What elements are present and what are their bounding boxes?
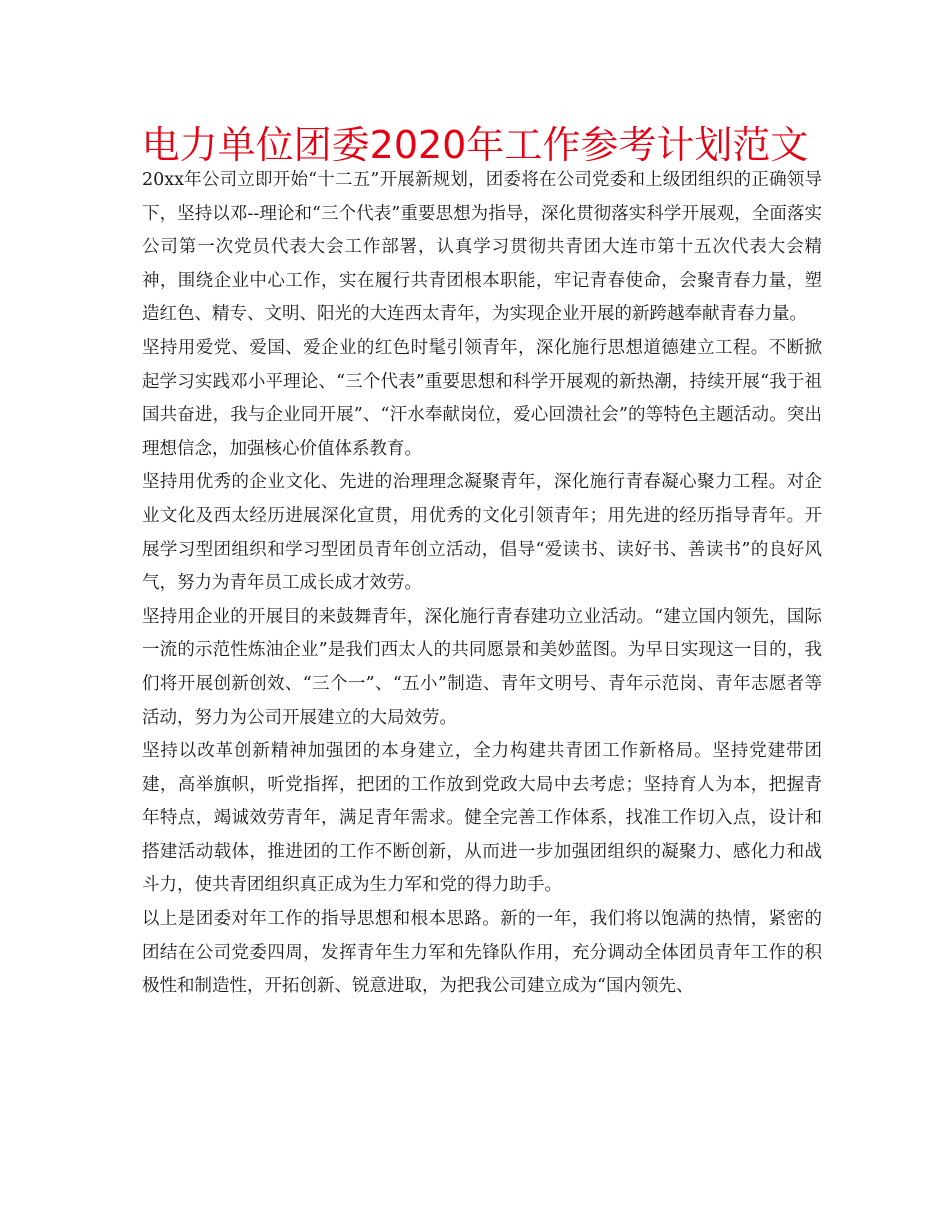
- paragraph-2: 坚持用爱党、爱国、爱企业的红色时髦引领青年，深化施行思想道德建立工程。不断掀起学习实践邓小平理论、“三个代表”重要思想和科学开展观的新热潮，持续开展“我于祖国共奋进，我与企业同开展”、“汗水奉献岗位，爱心回溃社会”的等特色主题活动。突出理想信念，加强核心价值体系教育。: [142, 337, 822, 459]
- paragraph-1: 20xx年公司立即开始“十二五”开展新规划，团委将在公司党委和上级团组织的正确领导下，坚持以邓--理论和“三个代表”重要思想为指导，深化贯彻落实科学开展观，全面落实公司第一次党员代表大会工作部署，认真学习贯彻共青团大连市第十五次代表大会精神，围绕企业中心工作，实在履行共青团根本职能，牢记青春使命，会聚青春力量，塑造红色、精专、文明、阳光的大连西太青年，为实现企业开展的新跨越奉献青春力量。: [142, 170, 822, 325]
- document-body: [142, 164, 822, 1004]
- paragraph-6: 以上是团委对年工作的指导思想和根本思路。新的一年，我们将以饱满的热情，紧密的团结在公司党委四周，发挥青年生力军和先锋队作用，充分调动全体团员青年工作的积极性和制造性，开拓创新、锐意进取，为把我公司建立成为“国内领先、: [142, 909, 822, 997]
- paragraph-3: 坚持用优秀的企业文化、先进的治理理念凝聚青年，深化施行青春凝心聚力工程。对企业文化及西太经历进展深化宣贯，用优秀的文化引领青年；用先进的经历指导青年。开展学习型团组织和学习型团员青年创立活动，倡导“爱读书、读好书、善读书”的良好风气，努力为青年员工成长成才效劳。: [142, 472, 822, 594]
- document-title: 电力单位团委2020年工作参考计划范文: [141, 123, 809, 167]
- paragraph-4: 坚持用企业的开展目的来鼓舞青年，深化施行青春建功立业活动。“建立国内领先，国际一流的示范性炼油企业”是我们西太人的共同愿景和美妙蓝图。为早日实现这一目的，我们将开展创新创效、“三个一”、“五小”制造、青年文明号、青年示范岗、青年志愿者等活动，努力为公司开展建立的大局效劳。: [142, 606, 822, 728]
- paragraph-5: 坚持以改革创新精神加强团的本身建立，全力构建共青团工作新格局。坚持党建带团建，高举旗帜，听党指挥，把团的工作放到党政大局中去考虑；坚持育人为本，把握青年特点，竭诚效劳青年，满足青年需求。健全完善工作体系，找准工作切入点，设计和搭建活动载体，推进团的工作不断创新，从而进一步加强团组织的凝聚力、感化力和战斗力，使共青团组织真正成为生力军和党的得力助手。: [142, 741, 822, 896]
